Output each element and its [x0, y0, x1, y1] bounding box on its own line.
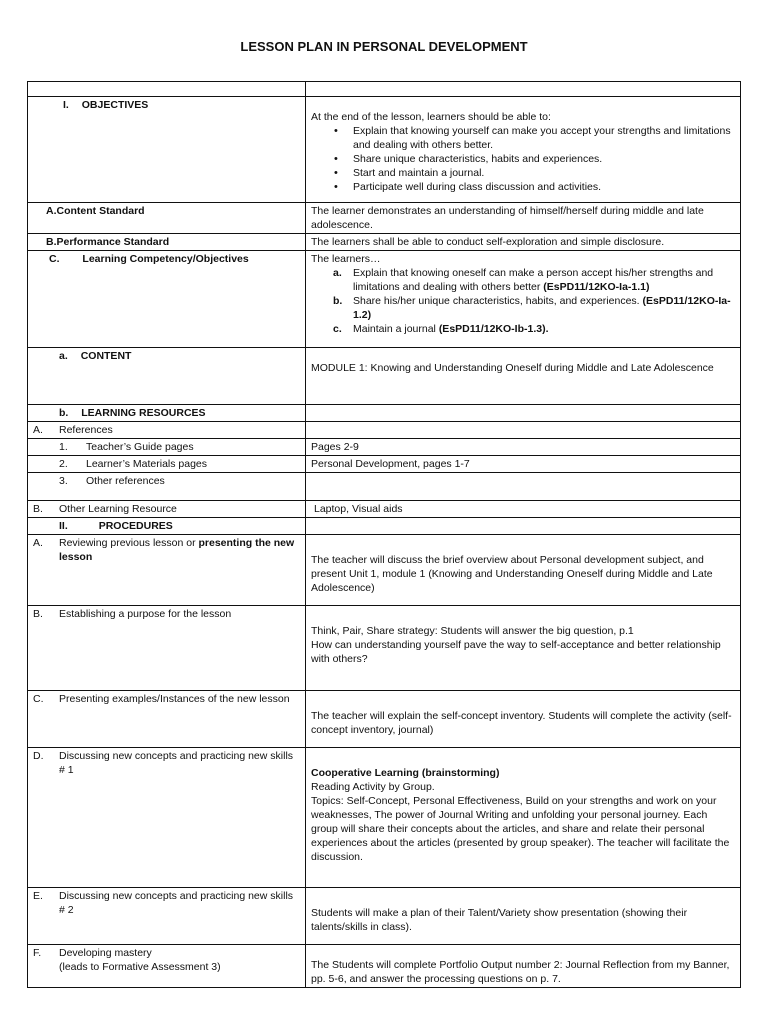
references-row: A. References — [28, 422, 741, 439]
other-resource-value: Laptop, Visual aids — [306, 501, 741, 518]
ref-label: Teacher’s Guide pages — [86, 441, 194, 453]
procedure-step-c: C. Presenting examples/Instances of the new lesson The teacher will explain the self-concept inventory. Students will complete the activity (self-concept inventory, journal) — [28, 691, 741, 748]
procedure-step-value: The teacher will explain the self-concept inventory. Students will complete the activity (self-concept inventory, journal) — [306, 691, 741, 748]
list-item: • Share unique characteristics, habits and experiences. — [353, 152, 735, 166]
content-standard-row — [28, 203, 741, 234]
content-value: MODULE 1: Knowing and Understanding Oneself during Middle and Late Adolescence — [306, 348, 741, 405]
table-header-row — [28, 82, 741, 97]
procedure-step-e: E. Discussing new concepts and practicing new skills # 2 Students will make a plan of their Talent/Variety show presentation (showing their talents/skills in class). — [28, 888, 741, 945]
list-item: c. Maintain a journal (EsPD11/12KO-Ib-1.3). — [333, 323, 549, 335]
procedure-step-value: Cooperative Learning (brainstorming) Reading Activity by Group. Topics: Self-Concept, Personal Effectiveness, Build on your strengths and work on your weaknesses, The power of Journal Writing and unfolding your personal journey. Each group will share their concepts about the articles, and share and relate their personal experiences about the articles (presented by group speaker). The teacher will facilitate the discussion. — [306, 748, 741, 888]
competency-list — [311, 266, 735, 336]
procedure-step-value: The teacher will discuss the brief overview about Personal development subject, and present Unit 1, module 1 (Knowing and Understanding Oneself during Middle and Late Adolescence) — [306, 535, 741, 606]
performance-standard-value: The learners shall be able to conduct self-exploration and simple disclosure. — [306, 234, 741, 251]
procedure-step-a: A. Reviewing previous lesson or presenting the new lesson The teacher will discuss the brief overview about Personal development subject, and present Unit 1, module 1 (Knowing and Understanding Oneself during Middle and Late Adolescence) — [28, 535, 741, 606]
objectives-row — [28, 97, 741, 203]
procedure-step-value: Think, Pair, Share strategy: Students will answer the big question, p.1 How can understanding yourself pave the way to self-acceptance and better relationship with others? — [306, 606, 741, 691]
learning-resources-row: b. LEARNING RESOURCES — [28, 405, 741, 422]
content-standard-label: A.Content Standard — [46, 205, 145, 217]
procedure-step-d: D. Discussing new concepts and practicing new skills # 1 Cooperative Learning (brainstorming) Reading Activity by Group. Topics: Self-Concept, Personal Effectiveness, Build on your strengths and work on your weaknesses, The power of Journal Writing and unfolding your personal journey. Each group will share their concepts about the articles, and share and relate their personal experiences about the articles (presented by group speaker). The teacher will facilitate the discussion. — [28, 748, 741, 888]
procedure-step-b: B. Establishing a purpose for the lesson Think, Pair, Share strategy: Students will answer the big question, p.1 How can understanding yourself pave the way to self-acceptance and better relationship with others? — [28, 606, 741, 691]
lesson-plan-table — [27, 81, 741, 988]
content-standard-value: The learner demonstrates an understanding of himself/herself during middle and late adolescence. — [306, 203, 741, 234]
procedures-row: II. PROCEDURES — [28, 518, 741, 535]
content-row: a. CONTENT MODULE 1: Knowing and Understanding Oneself during Middle and Late Adolescence — [28, 348, 741, 405]
list-item: • Explain that knowing yourself can make you accept your strengths and limitations and dealing with others better. — [353, 124, 735, 152]
ref-label: Learner’s Materials pages — [86, 458, 208, 470]
table-row: 1. Teacher’s Guide pages Pages 2-9 — [28, 439, 741, 456]
ref-label: Other references — [86, 475, 165, 487]
other-resource-label: Other Learning Resource — [59, 503, 177, 515]
objectives-label: I. OBJECTIVES — [28, 97, 306, 203]
page-title: LESSON PLAN IN PERSONAL DEVELOPMENT — [240, 39, 528, 54]
learning-resources-label: LEARNING RESOURCES — [81, 407, 206, 419]
performance-standard-label: B.Performance Standard — [46, 236, 170, 248]
competency-label: Learning Competency/Objectives — [82, 253, 249, 265]
list-item: a. Explain that knowing oneself can make a person accept his/her strengths and limitations and dealing with others better (EsPD11/12KO-Ia-1.1) — [333, 267, 714, 293]
other-resource-row: B. Other Learning Resource Laptop, Visual aids — [28, 501, 741, 518]
references-label: References — [59, 424, 113, 436]
procedures-label: PROCEDURES — [98, 520, 173, 532]
procedure-step-f: F. Developing mastery (leads to Formative Assessment 3) The Students will complete Portfolio Output number 2: Journal Reflection from my Banner, pp. 5-6, and answer the processing questions on p. 7. — [28, 945, 741, 988]
list-item: b. Share his/her unique characteristics, habits, and experiences. (EsPD11/12KO-Ia-1.2) — [333, 295, 731, 321]
competency-row: C. Learning Competency/Objectives The learners… a. Explain that knowing oneself can make a person accept his/her strengths and limitations and dealing with others better (EsPD11/12KO-Ia-1.1) b. Share his/her unique characteristics, habits, and experiences. (EsPD11/12KO-Ia-1.2) c. Maintain a journal (EsPD11/12KO-Ib-1.3). — [28, 251, 741, 348]
objectives-value: At the end of the lesson, learners should be able to: • Explain that knowing yourself can make you accept your strengths and limitations and dealing with others better. • Share unique characteristics, habits and experiences. • Start and maintain a journal. • Participate well during class discussion and activities. — [306, 97, 741, 203]
ref-value — [306, 473, 741, 501]
list-item: • Participate well during class discussion and activities. — [353, 180, 735, 194]
list-item: • Start and maintain a journal. — [353, 166, 735, 180]
objectives-list — [311, 124, 735, 194]
content-label: CONTENT — [80, 350, 132, 362]
performance-standard-row — [28, 234, 741, 251]
procedure-step-value: Students will make a plan of their Talent/Variety show presentation (showing their talents/skills in class). — [306, 888, 741, 945]
competency-value: The learners… a. Explain that knowing oneself can make a person accept his/her strengths and limitations and dealing with others better (EsPD11/12KO-Ia-1.1) b. Share his/her unique characteristics, habits, and experiences. (EsPD11/12KO-Ia-1.2) c. Maintain a journal (EsPD11/12KO-Ib-1.3). — [306, 251, 741, 348]
table-row: 2. Learner’s Materials pages Personal Development, pages 1-7 — [28, 456, 741, 473]
procedure-step-value: The Students will complete Portfolio Output number 2: Journal Reflection from my Banner, pp. 5-6, and answer the processing questions on p. 7. — [306, 945, 741, 988]
ref-value: Pages 2-9 — [306, 439, 741, 456]
ref-value: Personal Development, pages 1-7 — [306, 456, 741, 473]
table-row: 3. Other references — [28, 473, 741, 501]
